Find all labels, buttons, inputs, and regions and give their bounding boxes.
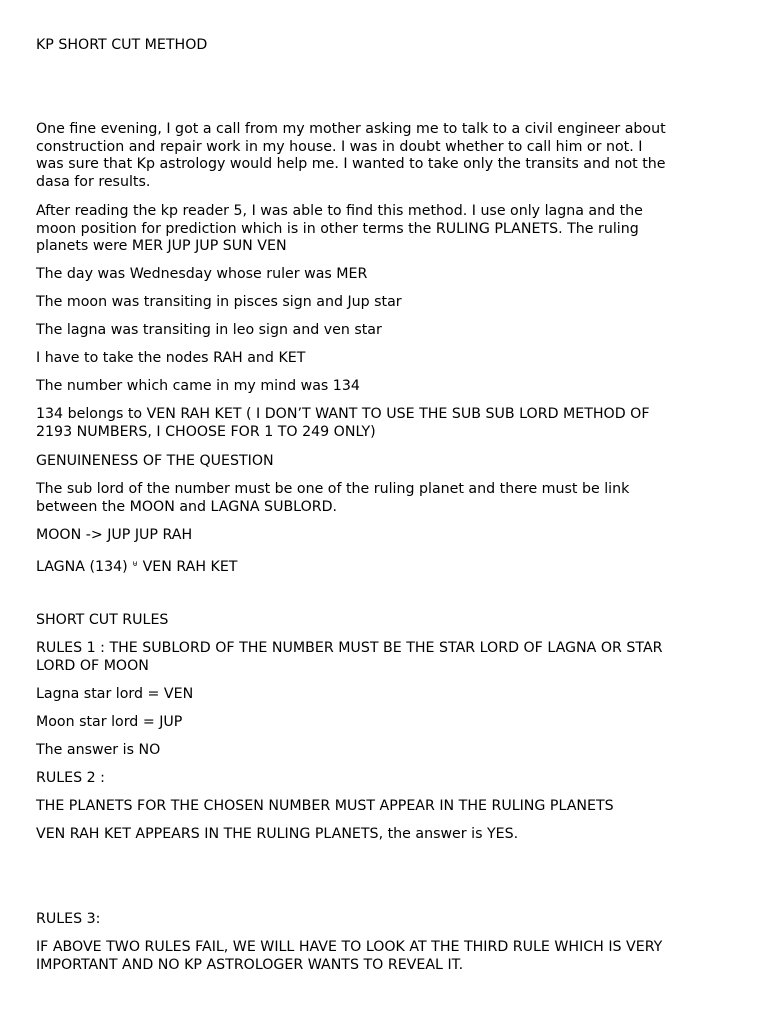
rule3-heading: RULES 3: <box>36 911 101 927</box>
day-ruler-line: The day was Wednesday whose ruler was MER <box>36 266 368 282</box>
paragraph-line: was sure that Kp astrology would help me. I wanted to take only the transits and not the <box>36 156 666 172</box>
paragraph-line: IMPORTANT AND NO KP ASTROLOGER WANTS TO REVEAL IT. <box>36 956 464 973</box>
document-title: KP SHORT CUT METHOD <box>36 37 208 53</box>
intro-paragraph <box>36 121 748 191</box>
paragraph-line: dasa for results. <box>36 173 151 190</box>
paragraph-line: construction and repair work in my house. I was in doubt whether to call him or not. I <box>36 138 643 155</box>
lagna-star-lord-line: Lagna star lord = VEN <box>36 686 194 702</box>
moon-star-lord-line: Moon star lord = JUP <box>36 714 183 730</box>
symbol-glyph: ⊎ <box>132 559 139 568</box>
genuineness-heading: GENUINENESS OF THE QUESTION <box>36 453 274 469</box>
paragraph-line: 134 belongs to VEN RAH KET ( I DON’T WANT TO USE THE SUB SUB LORD METHOD OF <box>36 406 650 422</box>
shortcut-rules-heading: SHORT CUT RULES <box>36 612 169 628</box>
chosen-number-line: The number which came in my mind was 134 <box>36 378 360 394</box>
paragraph-line: IF ABOVE TWO RULES FAIL, WE WILL HAVE TO LOOK AT THE THIRD RULE WHICH IS VERY <box>36 939 663 955</box>
moon-transit-line: The moon was transiting in pisces sign and Jup star <box>36 294 402 310</box>
number-belongs-paragraph <box>36 406 748 441</box>
rule1-paragraph <box>36 640 748 675</box>
answer-no-line: The answer is NO <box>36 742 161 758</box>
paragraph-line: between the MOON and LAGNA SUBLORD. <box>36 498 338 515</box>
paragraph-line: After reading the kp reader 5, I was able to find this method. I use only lagna and the <box>36 203 643 219</box>
nodes-line: I have to take the nodes RAH and KET <box>36 350 306 366</box>
paragraph-line: 2193 NUMBERS, I CHOOSE FOR 1 TO 249 ONLY) <box>36 423 376 440</box>
rule2-heading: RULES 2 : <box>36 770 105 786</box>
paragraph-line: One fine evening, I got a call from my mother asking me to talk to a civil engineer about <box>36 121 666 137</box>
lagna-chain-prefix: LAGNA (134) <box>36 559 128 575</box>
paragraph-line: LORD OF MOON <box>36 657 149 674</box>
paragraph-line: planets were MER JUP JUP SUN VEN <box>36 238 287 254</box>
paragraph-line: RULES 1 : THE SUBLORD OF THE NUMBER MUST BE THE STAR LORD OF LAGNA OR STAR <box>36 640 663 656</box>
lagna-chain-line <box>36 555 748 577</box>
method-paragraph <box>36 203 748 256</box>
lagna-transit-line: The lagna was transiting in leo sign and ven star <box>36 322 382 338</box>
paragraph-line: moon position for prediction which is in other terms the RULING PLANETS. The ruling <box>36 220 639 237</box>
rule2-answer: VEN RAH KET APPEARS IN THE RULING PLANETS, the answer is YES. <box>36 826 519 842</box>
rule2-text: THE PLANETS FOR THE CHOSEN NUMBER MUST APPEAR IN THE RULING PLANETS <box>36 798 614 814</box>
sublord-paragraph <box>36 481 748 516</box>
paragraph-line: The sub lord of the number must be one of the ruling planet and there must be link <box>36 481 630 497</box>
rule3-paragraph <box>36 939 748 974</box>
lagna-chain-suffix: VEN RAH KET <box>142 559 238 575</box>
moon-chain-line: MOON -> JUP JUP RAH <box>36 527 193 543</box>
